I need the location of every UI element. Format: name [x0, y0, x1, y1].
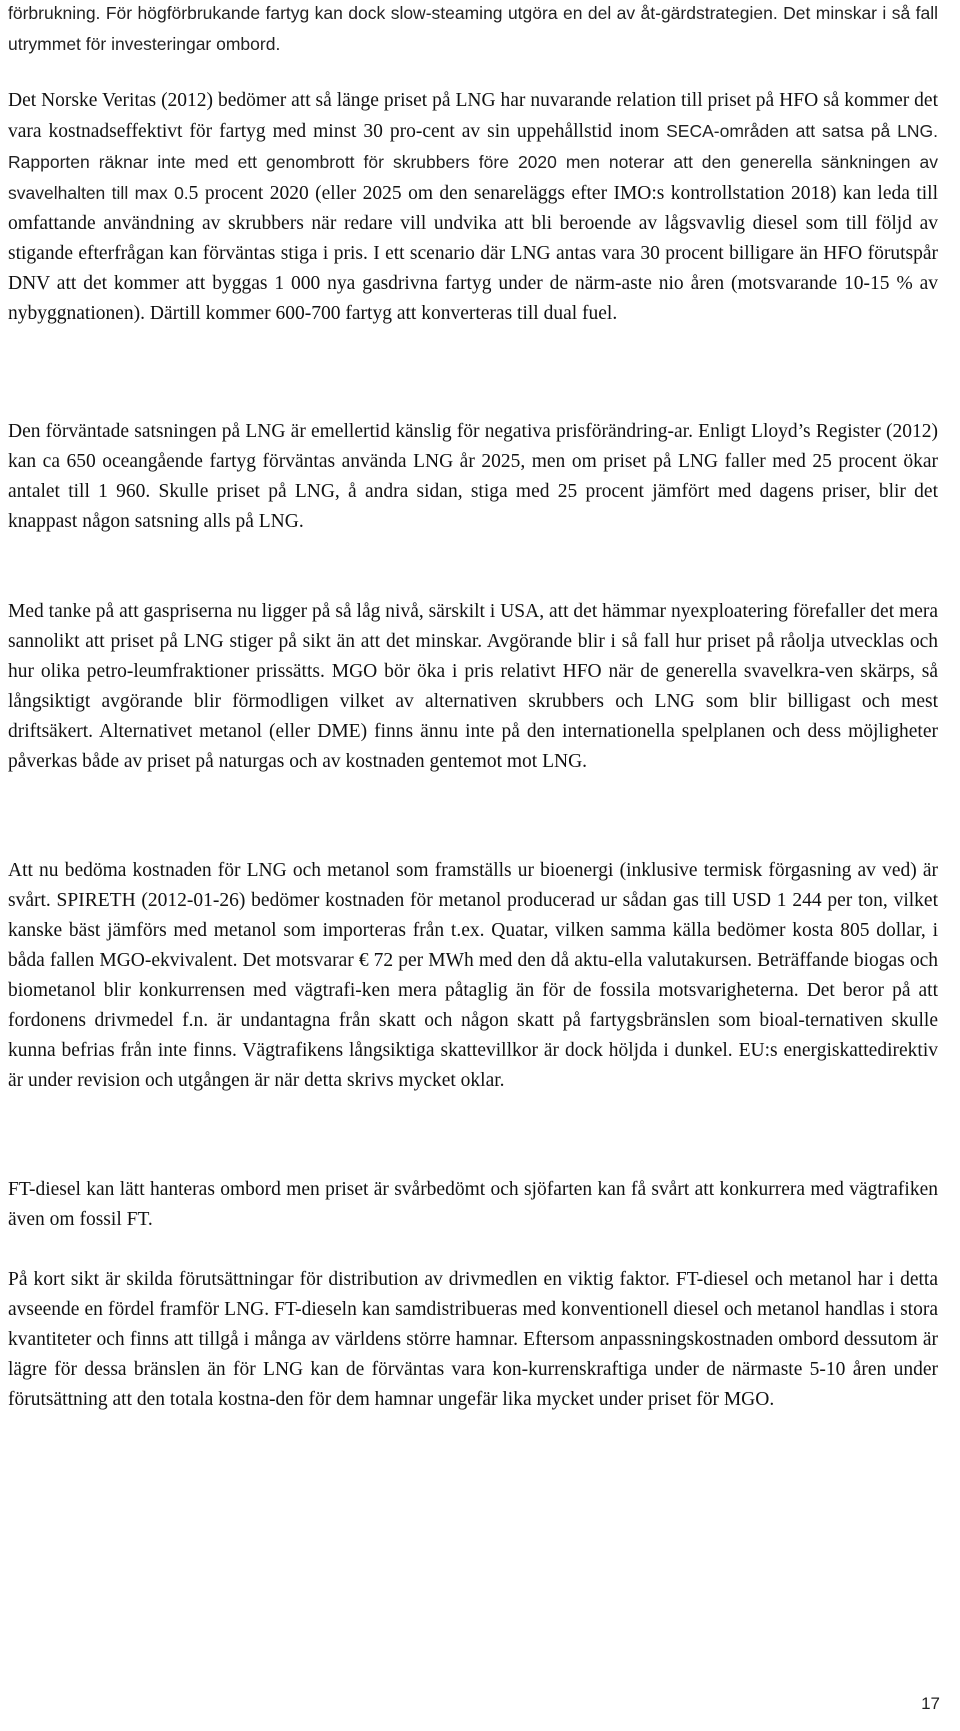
page-number: 17	[921, 1694, 940, 1713]
paragraph-text: Att nu bedöma kostnaden för LNG och metanol som framställs ur bioenergi (inklusive termisk förgasning av ved) är svårt. SPIRETH (2012-01-26) bedömer kostnaden för metanol producerad ur sådan gas till USD 1 244 per ton, vilket kanske bäst jämförs med metanol som importeras från t.ex. Quatar, vilken samma källa bedömer kosta 805 dollar, i båda fallen MGO-ekvivalent. Det motsvarar € 72 per MWh med den då aktu-ella valutakursen. Beträffande biogas och biometanol blir konkurrensen med vägtrafi-ken mera påtaglig än för de fossila motsvarigheterna. Det beror på att fordonens drivmedel f.n. är undantagna från skatt och någon skatt på fartygsbränslen som bioal-ternativen skulle kunna befrias från inte finns. Vägtrafikens långsiktiga skattevillkor är dock höljda i dunkel. EU:s energiskattedirektiv är under revision och utgången är när detta skrivs mycket oklar.	[8, 860, 938, 1091]
paragraph-distribution	[8, 1265, 938, 1415]
paragraph-bioenergy	[8, 856, 938, 1096]
paragraph-text: förbrukning. För högförbrukande fartyg kan dock slow-steaming utgöra en del av åt-gärdstrategien. Det minskar i så fall utrymmet för investeringar ombord.	[8, 3, 938, 54]
paragraph-text: FT-diesel kan lätt hanteras ombord men priset är svårbedömt och sjöfarten kan få svårt att konkurrera med vägtrafiken även om fossil FT.	[8, 1179, 938, 1230]
paragraph-text: Med tanke på att gaspriserna nu ligger på så låg nivå, särskilt i USA, att det hämmar nyexploatering förefaller det mera sannolikt att priset på LNG stiger på sikt än att det minskar. Avgörande blir i så fall hur priset på råolja utvecklas och hur olika petro-leumfraktioner prissätts. MGO bör öka i pris relativt HFO när de generella svavelkra-ven skärps, så långsiktigt avgörande blir förmodligen vilket av alternativen skrubbers och LNG som blir billigast och mest driftsäkert. Alternativet metanol (eller DME) finns ännu inte på den internationella spelplanen och dess möjligheter påverkas både av priset på naturgas och av kostnaden gentemot mot LNG.	[8, 601, 938, 772]
paragraph-text: 5 procent 2020 (eller 2025 om den senareläggs efter IMO:s kontrollstation 2018) kan leda till omfattande användning av skrubbers när redare vill undvika att bli beroende av lågsvavlig diesel som till följd av stigande efterfrågan kan förväntas stiga i pris. I ett scenario där LNG antas vara 30 procent billigare än HFO förutspår DNV att det kommer att byggas 1 000 nya gasdrivna fartyg under de närm-aste nio åren (motsvarande 10-15 % av nybyggnationen). Därtill kommer 600-700 fartyg att konverteras till dual fuel.	[8, 183, 938, 324]
paragraph-gas-prices	[8, 597, 938, 777]
paragraph-text: Det Norske Veritas (2012) bedömer att så länge priset på LNG har nuvarande relation till priset på HFO så kommer det vara kostnadseffektivt för fartyg med minst 30 pro-cent av sin uppehållstid inom	[8, 90, 938, 142]
paragraph-text: På kort sikt är skilda förutsättningar för distribution av drivmedlen en viktig faktor. FT-diesel och metanol har i detta avseende en fördel framför LNG. FT-dieseln kan samdistribueras med konventionell diesel och metanol handlas i stora kvantiteter och finns att tillgå i många av världens större hamnar. Eftersom anpassningskostnaden ombord dessutom är lägre för dessa bränslen än för LNG kan de förväntas vara kon-kurrenskraftiga under de närmaste 5-10 åren under förutsättning att den totala kostna-den för dem hamnar ungefär lika mycket under priset för MGO.	[8, 1269, 938, 1410]
paragraph-ft-diesel	[8, 1175, 938, 1235]
paragraph-lloyds	[8, 417, 938, 537]
paragraph-text-sans: SECA-områden att satsa på LNG. Rapporten räknar inte med ett genombrott för skrubbers före 2020 men noterar att den generella sänkningen av svavelhalten till max 0.	[8, 121, 939, 203]
paragraph-continuation	[8, 0, 938, 60]
paragraph-dnv-lng	[8, 86, 938, 329]
paragraph-text: Den förväntade satsningen på LNG är emellertid känslig för negativa prisförändring-ar. Enligt Lloyd’s Register (2012) kan ca 650 oceangående fartyg förväntas använda LNG år 2025, men om priset på LNG faller med 25 procent ökar antalet till 1 960. Skulle priset på LNG, å andra sidan, stiga med 25 procent jämfört med dagens priser, blir det knappast någon satsning alls på LNG.	[8, 421, 938, 532]
